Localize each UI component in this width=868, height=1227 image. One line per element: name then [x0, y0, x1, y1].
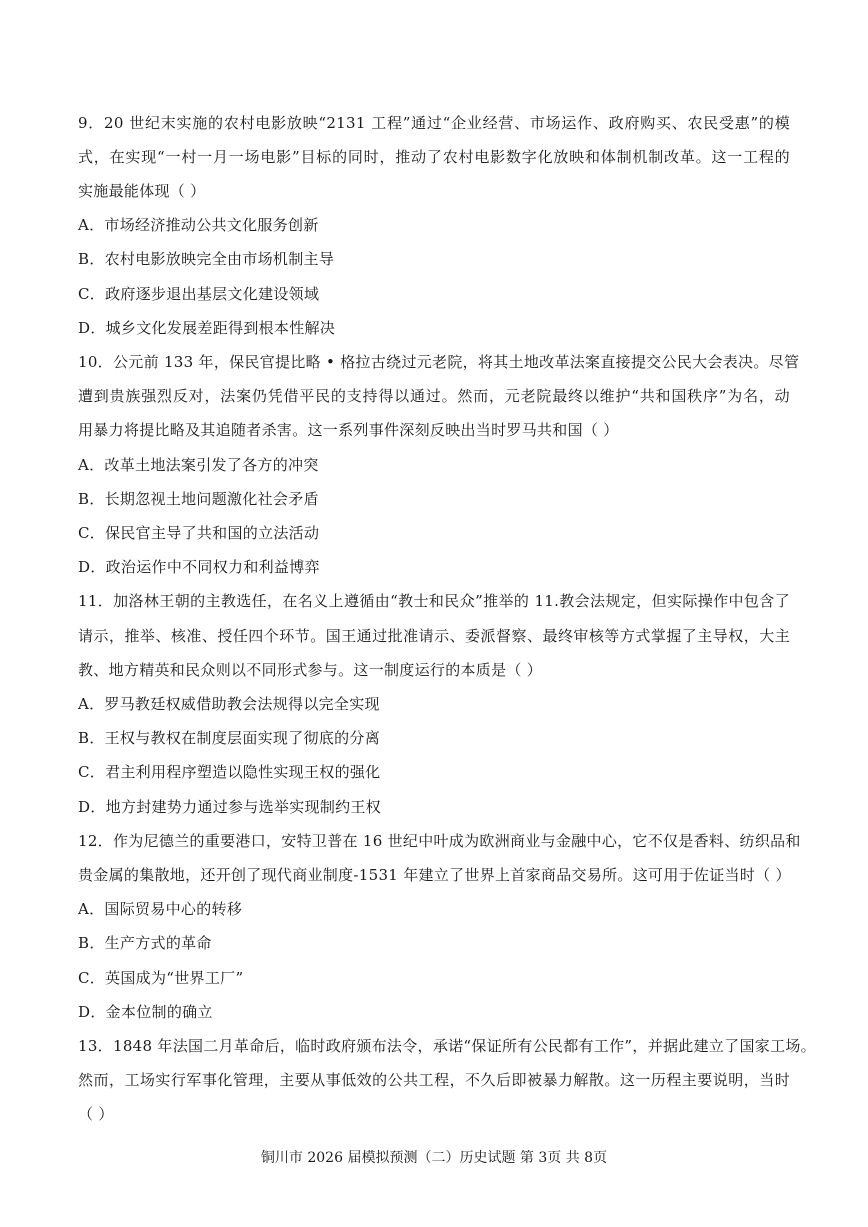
question-10-stem-line-1: 10．公元前 133 年，保民官提比略 • 格拉古绕过元老院，将其土地改革法案直接提交公民大会表决。尽管 — [78, 353, 800, 371]
question-10-option-d: D．政治运作中不同权力和利益博弈 — [78, 558, 320, 576]
question-11-stem-line-2: 请示，推举、核准、授任四个环节。国王通过批准请示、委派督察、最终审核等方式掌握了主导权，大主 — [78, 627, 790, 645]
question-9-option-a: A．市场经济推动公共文化服务创新 — [78, 216, 319, 234]
question-10-option-b: B．长期忽视土地问题激化社会矛盾 — [78, 490, 319, 508]
question-11-option-b: B．王权与教权在制度层面实现了彻底的分离 — [78, 729, 381, 747]
question-10-option-c: C．保民官主导了共和国的立法活动 — [78, 524, 320, 542]
question-11-option-d: D．地方封建势力通过参与选举实现制约王权 — [78, 798, 382, 816]
question-12-option-d: D．金本位制的确立 — [78, 1003, 213, 1021]
page-footer: 铜川市 2026 届模拟预测（二）历史试题 第 3页 共 8页 — [260, 1150, 608, 1166]
question-9-option-c: C．政府逐步退出基层文化建设领域 — [78, 285, 320, 303]
question-12-option-a: A．国际贸易中心的转移 — [78, 900, 243, 918]
question-13-stem-line-3: （ ） — [78, 1105, 114, 1123]
question-9-stem-line-2: 式，在实现“一村一月一场电影”目标的同时，推动了农村电影数字化放映和体制机制改革。这一工程的 — [78, 148, 790, 166]
question-13-stem-line-2: 然而，工场实行军事化管理，主要从事低效的公共工程，不久后即被暴力解散。这一历程主要说明，当时 — [78, 1071, 790, 1089]
question-11-option-a: A．罗马教廷权威借助教会法规得以完全实现 — [78, 695, 380, 713]
question-11-stem-line-1: 11．加洛林王朝的主教选任，在名义上遵循由“教士和民众”推举的 11.教会法规定，但实际操作中包含了 — [78, 592, 790, 610]
question-12-stem-line-1: 12．作为尼德兰的重要港口，安特卫普在 16 世纪中叶成为欧洲商业与金融中心，它不仅是香料、纺织品和 — [78, 832, 801, 850]
question-12-stem-line-2: 贵金属的集散地，还开创了现代商业制度-1531 年建立了世界上首家商品交易所。这可用于佐证当时（ ） — [78, 866, 791, 884]
question-9-option-d: D．城乡文化发展差距得到根本性解决 — [78, 319, 336, 337]
question-12-option-c: C．英国成为“世界工厂” — [78, 969, 244, 987]
question-10-option-a: A．改革土地法案引发了各方的冲突 — [78, 456, 319, 474]
question-10-stem-line-3: 用暴力将提比略及其追随者杀害。这一系列事件深刻反映出当时罗马共和国（ ） — [78, 421, 619, 439]
question-11-option-c: C．君主利用程序塑造以隐性实现王权的强化 — [78, 763, 381, 781]
question-11-stem-line-3: 教、地方精英和民众则以不同形式参与。这一制度运行的本质是（ ） — [78, 661, 543, 679]
question-13-stem-line-1: 13．1848 年法国二月革命后，临时政府颁布法令，承诺“保证所有公民都有工作”，并据此建立了国家工场。 — [78, 1037, 816, 1055]
question-9-stem-line-3: 实施最能体现（ ） — [78, 182, 206, 200]
question-12-option-b: B．生产方式的革命 — [78, 934, 212, 952]
question-9-option-b: B．农村电影放映完全由市场机制主导 — [78, 250, 335, 268]
question-9-stem-line-1: 9．20 世纪末实施的农村电影放映“2131 工程”通过“企业经营、市场运作、政府购买、农民受惠”的模 — [78, 114, 790, 132]
question-10-stem-line-2: 遭到贵族强烈反对，法案仍凭借平民的支持得以通过。然而，元老院最终以维护“共和国秩序”为名，动 — [78, 387, 790, 405]
